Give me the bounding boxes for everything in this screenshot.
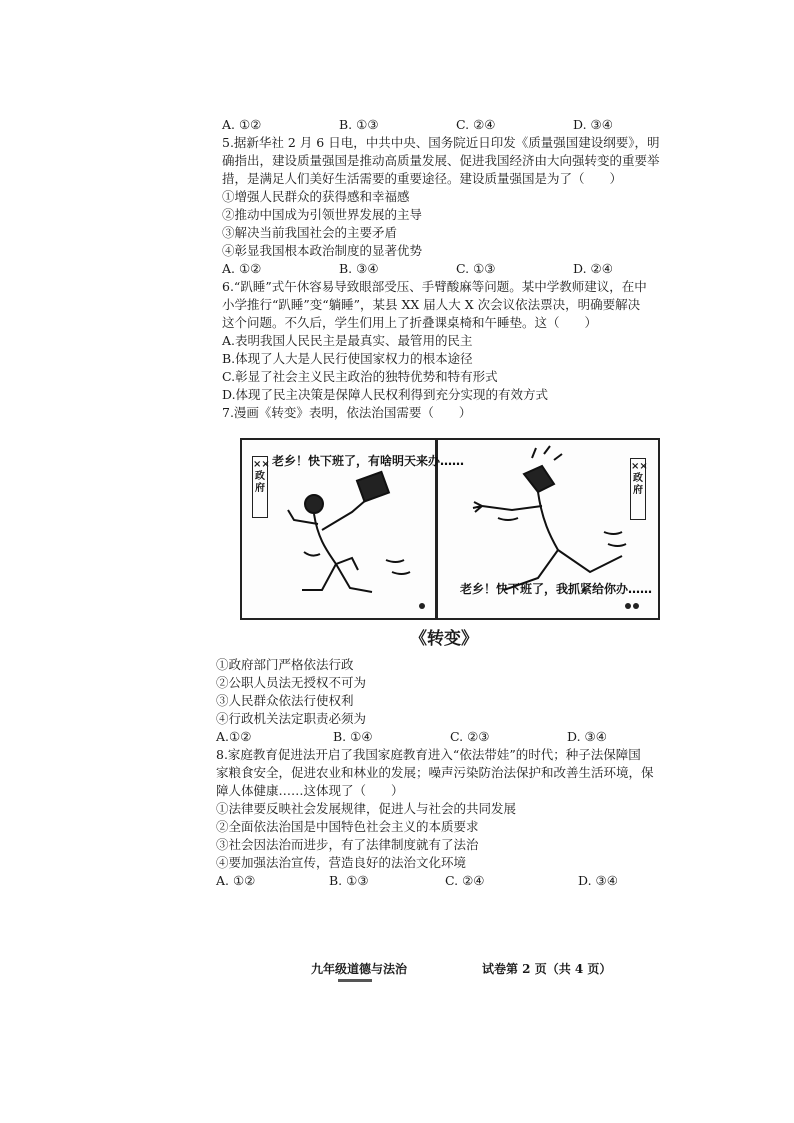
q8-options	[216, 872, 736, 890]
right-panel-figure	[473, 446, 626, 590]
exam-page	[222, 116, 722, 422]
q8-option-b: B. ①③	[329, 873, 369, 888]
q7-option-d: D. ③④	[567, 729, 607, 744]
q4-option-b: B. ①③	[339, 117, 379, 132]
footer-scribble	[338, 979, 372, 982]
q5-stem	[222, 134, 722, 188]
q5-option-b: B. ③④	[339, 261, 379, 276]
q5-stem-line: 确指出，建设质量强国是推动高质量发展、促进我国经济由大向强转变的重要举	[222, 153, 660, 168]
q8-item-2: ②全面依法治国是中国特色社会主义的本质要求	[216, 819, 479, 834]
q5-option-c: C. ①③	[456, 261, 496, 276]
q8-stem-line: 家粮食安全，促进农业和林业的发展；噪声污染防治法保护和改善生活环境，保	[216, 765, 654, 780]
q6-option-a: A.表明我国人民民主是最真实、最管用的民主	[222, 333, 473, 348]
q4-option-d: D. ③④	[573, 117, 613, 132]
footer-subject: 九年级道德与法治	[311, 962, 408, 976]
comic-sign-right: ××政府	[630, 458, 646, 520]
q5-options	[222, 260, 722, 278]
q5-option-a: A. ①②	[222, 261, 262, 276]
q7-option-b: B. ①④	[333, 729, 373, 744]
q7-and-q8-block	[216, 656, 736, 890]
q6-stem-line: 小学推行“趴睡”变“躺睡”，某县 XX 届人大 X 次会议依法票决，明确要解决	[222, 297, 641, 312]
q8-item-3: ③社会因法治而进步，有了法律制度就有了法治	[216, 837, 479, 852]
q7-option-a: A.①②	[216, 729, 252, 744]
left-panel-figure	[288, 472, 410, 592]
q8-stem-line: 障人体健康……这体现了（ ）	[216, 783, 404, 798]
q5-stem-line: 5.据新华社 2 月 6 日电，中共中央、国务院近日印发《质量强国建设纲要》，明	[222, 135, 660, 150]
comic-speech-right: 老乡！快下班了，我抓紧给你办……	[460, 582, 653, 596]
q6-option-d: D.体现了民主决策是保障人民权利得到充分实现的有效方式	[222, 387, 549, 402]
q5-item-3: ③解决当前我国社会的主要矛盾	[222, 225, 398, 240]
q8-stem	[216, 746, 736, 800]
q8-item-1: ①法律要反映社会发展规律，促进人与社会的共同发展	[216, 801, 517, 816]
q8-option-c: C. ②④	[445, 873, 485, 888]
q6-stem-line: 这个问题。不久后，学生们用上了折叠课桌椅和午睡垫。这（ ）	[222, 315, 598, 330]
comic-title: 《转变》	[410, 629, 478, 649]
comic-drawing	[242, 440, 658, 618]
q5-stem-line: 措，是满足人们美好生活需要的重要途径。建设质量强国是为了（ ）	[222, 171, 623, 186]
q5-item-2: ②推动中国成为引领世界发展的主导	[222, 207, 423, 222]
comic-speech-left: 老乡！快下班了，有啥明天来办……	[272, 454, 465, 468]
q4-option-c: C. ②④	[456, 117, 496, 132]
q8-option-d: D. ③④	[578, 873, 618, 888]
q8-item-4: ④要加强法治宣传，营造良好的法治文化环境	[216, 855, 467, 870]
q5-item-1: ①增强人民群众的获得感和幸福感	[222, 189, 410, 204]
q4-option-a: A. ①②	[222, 117, 262, 132]
q7-item-1: ①政府部门严格依法行政	[216, 657, 354, 672]
q6-option-c: C.彰显了社会主义民主政治的独特优势和特有形式	[222, 369, 498, 384]
q5-option-d: D. ②④	[573, 261, 613, 276]
q7-item-2: ②公职人员法无授权不可为	[216, 675, 367, 690]
q6-option-b: B.体现了人大是人民行使国家权力的根本途径	[222, 351, 473, 366]
comic-sign-left: ××政府	[252, 456, 268, 518]
q7-options	[216, 728, 736, 746]
q8-option-a: A. ①②	[216, 873, 256, 888]
q4-options	[222, 116, 722, 134]
comic-illustration	[240, 438, 660, 620]
q6-stem	[222, 278, 722, 332]
q7-item-4: ④行政机关法定职责必须为	[216, 711, 367, 726]
q5-item-4: ④彰显我国根本政治制度的显著优势	[222, 243, 423, 258]
q7-option-c: C. ②③	[450, 729, 490, 744]
q7-stem: 7.漫画《转变》表明，依法治国需要（ ）	[222, 405, 472, 420]
q8-stem-line: 8.家庭教育促进法开启了我国家庭教育进入“依法带娃”的时代；种子法保障国	[216, 747, 641, 762]
q6-stem-line: 6.“趴睡”式午休容易导致眼部受压、手臂酸麻等问题。某中学教师建议，在中	[222, 279, 647, 294]
footer-page-number: 试卷第 2 页（共 4 页）	[482, 962, 612, 976]
q7-item-3: ③人民群众依法行使权利	[216, 693, 354, 708]
